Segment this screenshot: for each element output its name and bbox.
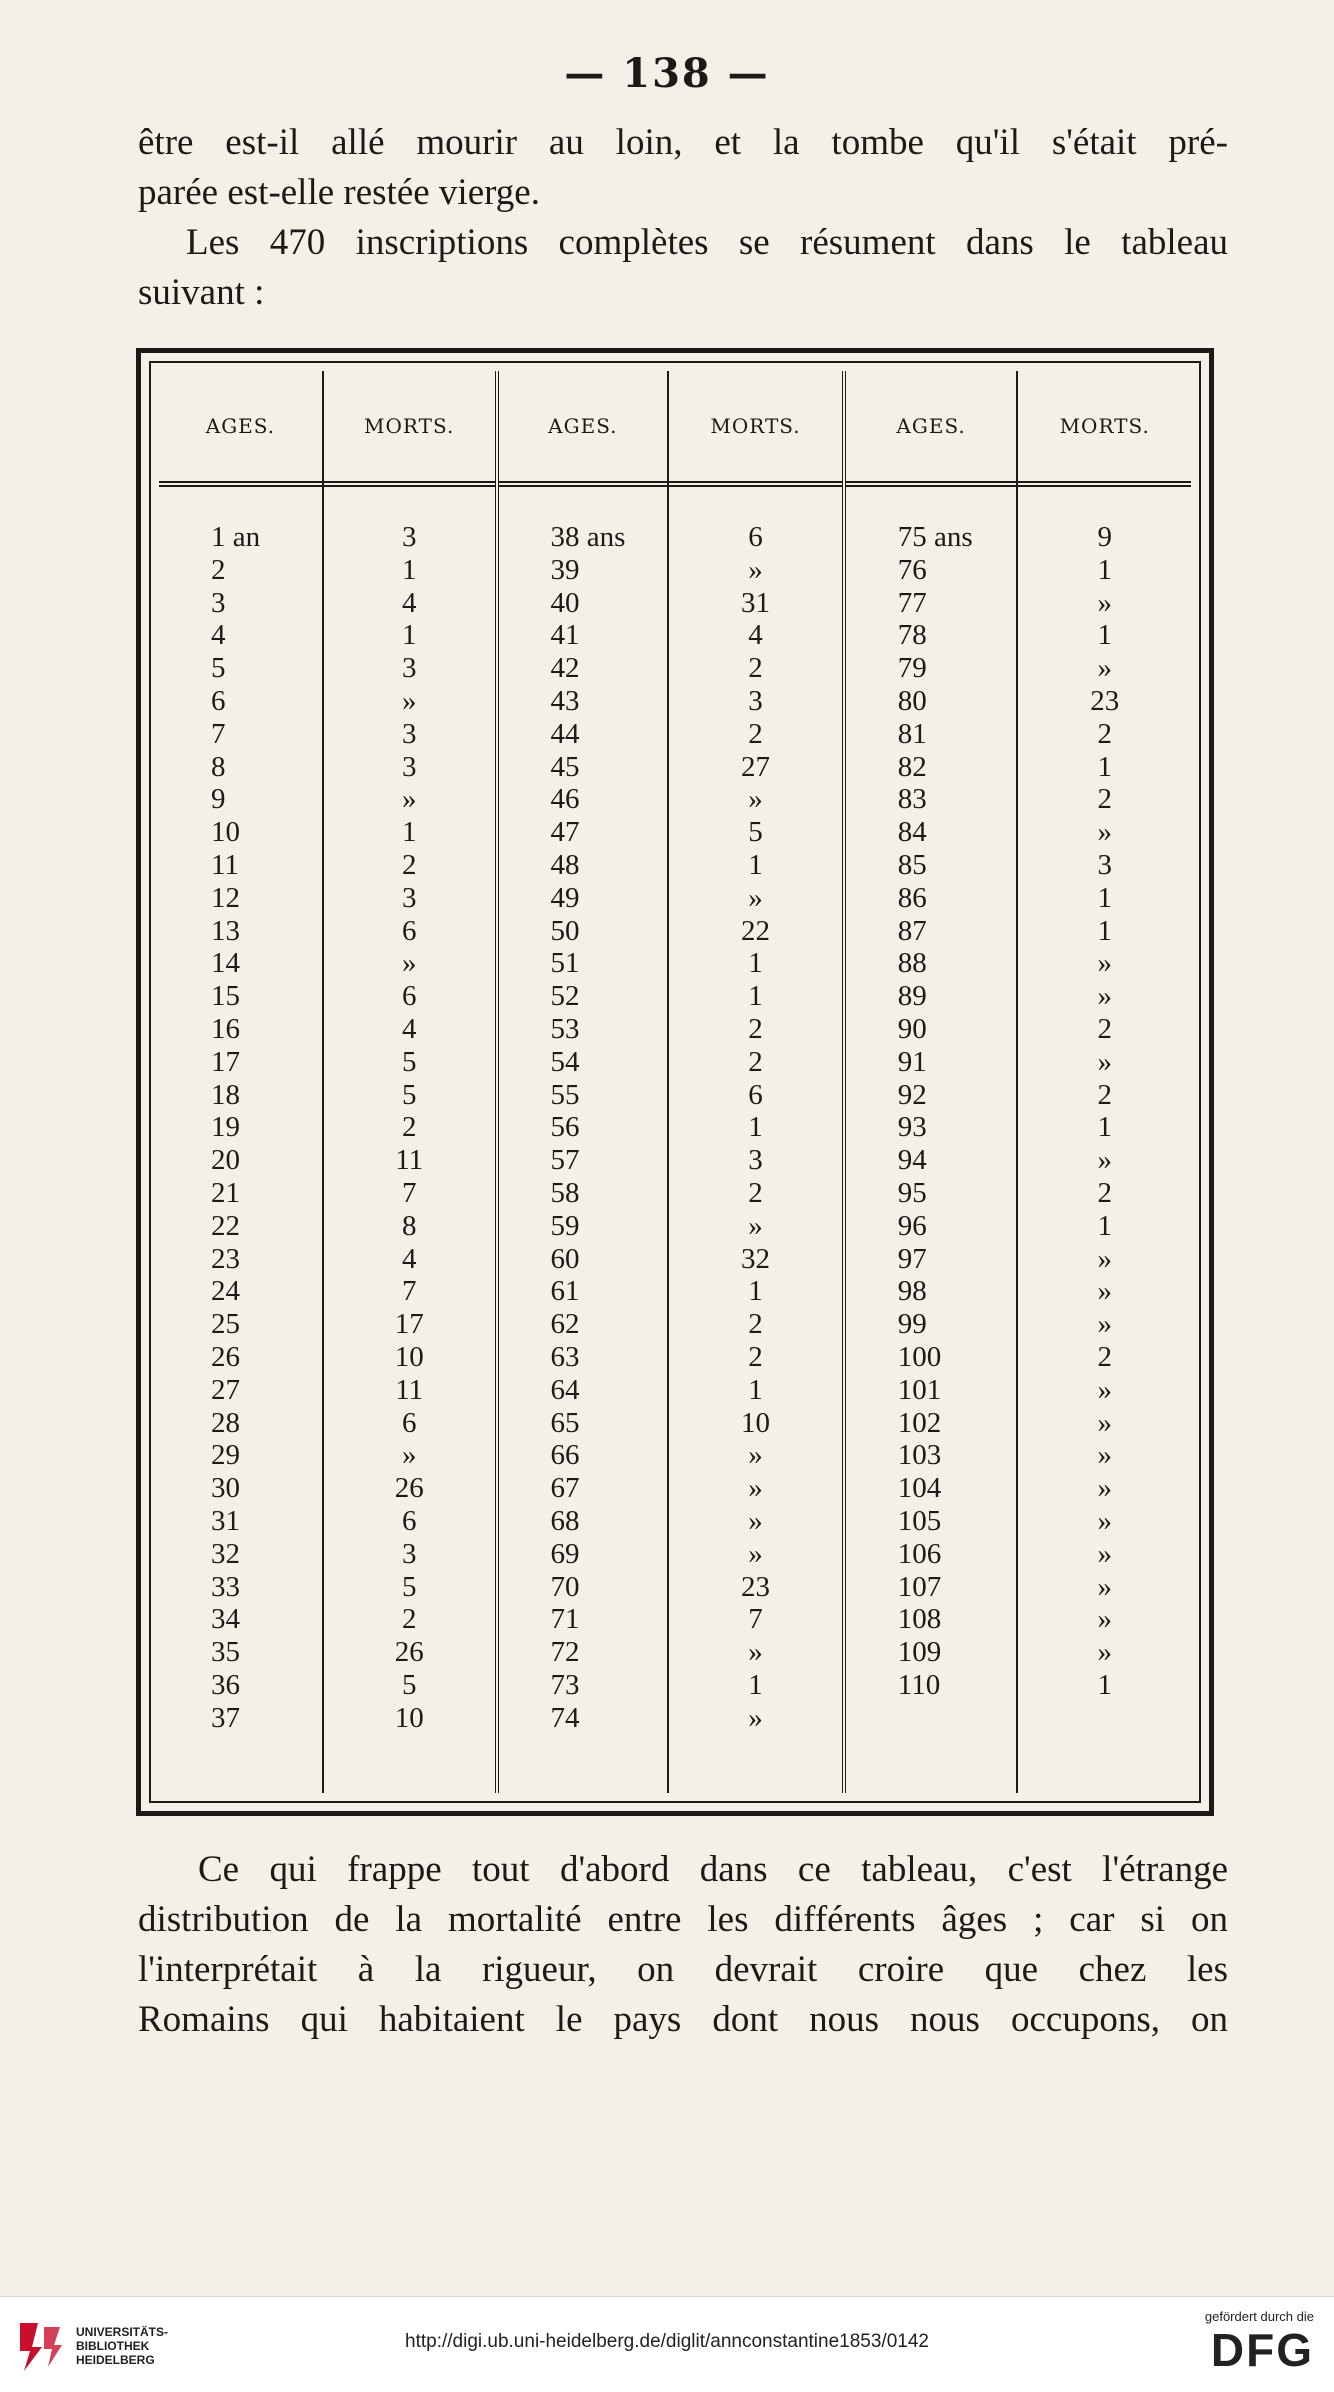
age-cell: 39	[550, 553, 580, 586]
deaths-cell: 4	[401, 1242, 417, 1275]
age-cell: 5	[211, 652, 226, 685]
age-cell: 27	[211, 1373, 240, 1406]
deaths-cell: 5	[401, 1078, 417, 1111]
age-cell: 49	[550, 881, 580, 914]
age-cell: 58	[550, 1176, 580, 1209]
age-cell: 14	[211, 947, 240, 980]
age-cell: 74	[550, 1701, 580, 1734]
deaths-cell: 1	[401, 553, 417, 586]
age-cell: 11	[211, 848, 239, 881]
deaths-cell: 1	[1097, 1668, 1112, 1701]
footer-bar	[0, 2296, 1334, 2392]
deaths-cell: 1	[748, 980, 763, 1013]
deaths-cell: »	[1097, 1242, 1112, 1275]
deaths-cell: 3	[401, 1537, 417, 1570]
ages-column	[159, 371, 322, 1793]
text-line: parée est-elle restée vierge.	[138, 172, 540, 213]
age-cell: 9	[211, 783, 226, 816]
text-line: être est-il allé mourir au loin, et la tombe qu'il s'était pré-	[138, 122, 1228, 163]
deaths-cell: 3	[401, 750, 417, 783]
column-header: AGES.	[846, 371, 1017, 487]
deaths-cell: »	[748, 1537, 763, 1570]
deaths-cell: 1	[748, 947, 763, 980]
age-cell: 68	[550, 1504, 580, 1537]
age-cell: 102	[897, 1406, 942, 1439]
age-cell: 83	[897, 783, 927, 816]
deaths-cell: 17	[394, 1308, 424, 1341]
deaths-cell: 9	[1097, 521, 1112, 553]
deaths-cell: 1	[1097, 1209, 1112, 1242]
deaths-cell: 1	[1097, 619, 1112, 652]
age-cell: 106	[897, 1537, 942, 1570]
age-cell: 70	[550, 1570, 580, 1603]
age-cell: 44	[550, 717, 580, 750]
age-cell: 108	[897, 1603, 942, 1636]
deaths-cell: »	[1097, 816, 1112, 849]
age-cell: 65	[550, 1406, 580, 1439]
age-cell: 7	[211, 717, 226, 750]
deaths-cell: »	[1097, 1308, 1112, 1341]
age-cell: 92	[897, 1078, 927, 1111]
deaths-cell: 11	[395, 1144, 424, 1177]
age-cell: 34	[211, 1603, 240, 1636]
age-cell: 35	[211, 1636, 240, 1669]
age-cell: 91	[897, 1045, 927, 1078]
age-cell: 46	[550, 783, 580, 816]
age-cell: 90	[897, 1012, 927, 1045]
deaths-cell: 2	[748, 1045, 763, 1078]
deaths-cell: 2	[401, 848, 417, 881]
deaths-cell: »	[1097, 1570, 1112, 1603]
deaths-cell: 1	[748, 1111, 763, 1144]
deaths-cell: 4	[401, 1012, 417, 1045]
deaths-cell: 2	[1097, 717, 1112, 750]
deaths-cell: 3	[748, 684, 763, 717]
deaths-cell: 6	[401, 1406, 417, 1439]
deaths-cell: 5	[401, 1668, 417, 1701]
deaths-cell: 7	[748, 1603, 763, 1636]
deaths-cell: 5	[401, 1570, 417, 1603]
column-header: AGES.	[499, 371, 668, 487]
deaths-cell: »	[748, 1472, 763, 1505]
age-cell: 66	[550, 1439, 580, 1472]
age-cell: 61	[550, 1275, 580, 1308]
page-number: — 138 —	[564, 50, 770, 97]
deaths-cell: 1	[748, 1275, 763, 1308]
age-cell: 47	[550, 816, 580, 849]
age-cell: 80	[897, 684, 927, 717]
deaths-cell: 2	[401, 1111, 417, 1144]
age-cell: 84	[897, 816, 927, 849]
deaths-cell: 23	[741, 1570, 770, 1603]
deaths-cell: 2	[1097, 783, 1112, 816]
column-header: MORTS.	[669, 371, 842, 487]
age-cell: 51	[550, 947, 580, 980]
age-cell: 56	[550, 1111, 580, 1144]
deaths-cell: »	[401, 684, 417, 717]
paragraph-top	[138, 118, 1228, 318]
age-cell: 8	[211, 750, 226, 783]
deaths-cell: 1	[1097, 881, 1112, 914]
deaths-cell: 31	[741, 586, 770, 619]
deaths-cell: »	[1097, 1472, 1112, 1505]
age-cell: 79	[897, 652, 927, 685]
age-cell: 60	[550, 1242, 580, 1275]
age-cell: 22	[211, 1209, 240, 1242]
deaths-cell: »	[748, 1504, 763, 1537]
deaths-cell: 7	[401, 1176, 417, 1209]
age-cell: 87	[897, 914, 927, 947]
age-cell: 59	[550, 1209, 580, 1242]
age-cell: 75 ans	[897, 521, 973, 553]
deaths-cell: 10	[394, 1340, 424, 1373]
deaths-cell: 6	[401, 980, 417, 1013]
age-cell: 12	[211, 881, 240, 914]
table-body	[159, 371, 1191, 1793]
deaths-cell: »	[1097, 1406, 1112, 1439]
age-cell: 42	[550, 652, 580, 685]
text-line: distribution de la mortalité entre les différents âges ; car si on	[138, 1899, 1228, 1940]
age-cell: 19	[211, 1111, 240, 1144]
deaths-cell: 2	[1097, 1078, 1112, 1111]
age-cell: 28	[211, 1406, 240, 1439]
deaths-cell: »	[1097, 980, 1112, 1013]
age-cell: 103	[897, 1439, 942, 1472]
deaths-cell: »	[1097, 1275, 1112, 1308]
age-cell: 71	[550, 1603, 580, 1636]
age-cell: 107	[897, 1570, 942, 1603]
age-cell: 29	[211, 1439, 240, 1472]
deaths-cell: »	[748, 881, 763, 914]
age-cell: 64	[550, 1373, 580, 1406]
text-line: Les 470 inscriptions complètes se résument dans le tableau	[186, 222, 1228, 263]
age-cell: 23	[211, 1242, 240, 1275]
deaths-cell: »	[401, 783, 417, 816]
deaths-cell: 5	[748, 816, 763, 849]
deaths-cell: »	[401, 1439, 417, 1472]
deaths-cell: 2	[401, 1603, 417, 1636]
age-cell: 69	[550, 1537, 580, 1570]
deaths-cell: 6	[401, 914, 417, 947]
deaths-cell: 2	[1097, 1176, 1112, 1209]
age-cell: 55	[550, 1078, 580, 1111]
deaths-cell: 8	[401, 1209, 417, 1242]
deaths-cell: »	[748, 1701, 763, 1734]
deaths-cell: 6	[401, 1504, 417, 1537]
deaths-cell: »	[1097, 1504, 1112, 1537]
deaths-cell: 2	[1097, 1340, 1112, 1373]
age-cell: 10	[211, 816, 240, 849]
morts-column	[1016, 371, 1191, 1793]
age-cell: 88	[897, 947, 927, 980]
deaths-cell: »	[1097, 586, 1112, 619]
age-cell: 89	[897, 980, 927, 1013]
text-line: Ce qui frappe tout d'abord dans ce tableau, c'est l'étrange	[198, 1849, 1228, 1890]
paragraph-bottom	[138, 1845, 1228, 2045]
deaths-cell: 3	[401, 521, 417, 553]
deaths-cell: »	[1097, 947, 1112, 980]
deaths-cell: 1	[1097, 914, 1112, 947]
deaths-cell: 2	[748, 717, 763, 750]
deaths-cell: 1	[401, 816, 417, 849]
age-cell: 72	[550, 1636, 580, 1669]
deaths-cell: 1	[1097, 750, 1112, 783]
age-cell: 33	[211, 1570, 240, 1603]
age-cell: 100	[897, 1340, 942, 1373]
age-cell: 48	[550, 848, 580, 881]
age-cell: 85	[897, 848, 927, 881]
deaths-cell: »	[748, 783, 763, 816]
deaths-cell: 1	[401, 619, 417, 652]
age-cell: 40	[550, 586, 580, 619]
age-cell: 52	[550, 980, 580, 1013]
age-cell: 43	[550, 684, 580, 717]
text-line: suivant :	[138, 272, 265, 313]
age-cell: 30	[211, 1472, 240, 1505]
age-cell: 1 an	[211, 521, 261, 553]
deaths-cell: »	[1097, 1636, 1112, 1669]
deaths-cell: 3	[401, 652, 417, 685]
mortality-table	[136, 348, 1214, 1816]
age-cell: 41	[550, 619, 580, 652]
deaths-cell: »	[1097, 1537, 1112, 1570]
age-cell: 25	[211, 1308, 240, 1341]
deaths-cell: 23	[1090, 684, 1120, 717]
age-cell: 63	[550, 1340, 580, 1373]
deaths-cell: 26	[394, 1636, 424, 1669]
age-cell: 4	[211, 619, 226, 652]
column-header: AGES.	[159, 371, 322, 487]
deaths-cell: 6	[748, 521, 763, 553]
age-cell: 36	[211, 1668, 240, 1701]
deaths-cell: 2	[748, 1176, 763, 1209]
age-cell: 81	[897, 717, 927, 750]
deaths-cell: 2	[1097, 1012, 1112, 1045]
deaths-cell: 32	[741, 1242, 770, 1275]
age-cell: 38 ans	[550, 521, 626, 553]
column-header: MORTS.	[324, 371, 495, 487]
age-cell: 78	[897, 619, 927, 652]
age-cell: 73	[550, 1668, 580, 1701]
age-cell: 86	[897, 881, 927, 914]
deaths-cell: »	[1097, 652, 1112, 685]
age-cell: 17	[211, 1045, 240, 1078]
age-cell: 104	[897, 1472, 942, 1505]
morts-column	[667, 371, 842, 1793]
deaths-cell: 10	[741, 1406, 770, 1439]
deaths-cell: 11	[395, 1373, 424, 1406]
deaths-cell: »	[401, 947, 417, 980]
deaths-cell: 4	[401, 586, 417, 619]
deaths-cell: »	[748, 1636, 763, 1669]
age-cell: 24	[211, 1275, 240, 1308]
age-cell: 82	[897, 750, 927, 783]
deaths-cell: »	[1097, 1439, 1112, 1472]
deaths-cell: 26	[394, 1472, 424, 1505]
age-cell: 50	[550, 914, 580, 947]
age-cell: 77	[897, 586, 927, 619]
age-cell: 16	[211, 1012, 240, 1045]
deaths-cell: 4	[748, 619, 763, 652]
text-line: Romains qui habitaient le pays dont nous nous occupons, on	[138, 1999, 1228, 2040]
deaths-cell: 3	[401, 717, 417, 750]
age-cell: 45	[550, 750, 580, 783]
age-cell: 99	[897, 1308, 927, 1341]
age-cell: 95	[897, 1176, 927, 1209]
age-cell: 13	[211, 914, 240, 947]
deaths-cell: 1	[748, 848, 763, 881]
age-cell: 101	[897, 1373, 942, 1406]
age-cell: 93	[897, 1111, 927, 1144]
deaths-cell: 3	[748, 1144, 763, 1177]
age-cell: 2	[211, 553, 226, 586]
age-cell: 109	[897, 1636, 942, 1669]
age-cell: 15	[211, 980, 240, 1013]
deaths-cell: 22	[741, 914, 770, 947]
age-cell: 6	[211, 684, 226, 717]
library-name: UNIVERSITÄTS- BIBLIOTHEK HEIDELBERG	[76, 2325, 169, 2367]
deaths-cell: 1	[748, 1668, 763, 1701]
age-cell: 37	[211, 1701, 240, 1734]
deaths-cell: »	[748, 1439, 763, 1472]
morts-column	[322, 371, 495, 1793]
deaths-cell: »	[1097, 1144, 1112, 1177]
ages-column	[495, 371, 668, 1793]
deaths-cell: 10	[394, 1701, 424, 1734]
deaths-cell: »	[1097, 1603, 1112, 1636]
age-cell: 62	[550, 1308, 580, 1341]
text-line: l'interprétait à la rigueur, on devrait croire que chez les	[138, 1949, 1228, 1990]
age-cell: 18	[211, 1078, 240, 1111]
age-cell: 94	[897, 1144, 927, 1177]
deaths-cell: 1	[1097, 553, 1112, 586]
age-cell: 105	[897, 1504, 942, 1537]
deaths-cell: 2	[748, 1308, 763, 1341]
deaths-cell: 1	[1097, 1111, 1112, 1144]
age-cell: 57	[550, 1144, 580, 1177]
age-cell: 53	[550, 1012, 580, 1045]
age-cell: 54	[550, 1045, 580, 1078]
age-cell: 96	[897, 1209, 927, 1242]
age-cell: 3	[211, 586, 226, 619]
deaths-cell: 3	[401, 881, 417, 914]
age-cell: 76	[897, 553, 927, 586]
deaths-cell: »	[1097, 1045, 1112, 1078]
deaths-cell: 1	[748, 1373, 763, 1406]
source-url-link[interactable]: http://digi.ub.uni-heidelberg.de/diglit/annconstantine1853/0142	[405, 2331, 929, 2352]
deaths-cell: »	[748, 553, 763, 586]
age-cell: 20	[211, 1144, 240, 1177]
deaths-cell: 6	[748, 1078, 763, 1111]
age-cell: 97	[897, 1242, 927, 1275]
deaths-cell: 2	[748, 652, 763, 685]
age-cell: 26	[211, 1340, 240, 1373]
age-cell: 67	[550, 1472, 580, 1505]
deaths-cell: 3	[1097, 848, 1112, 881]
deaths-cell: »	[1097, 1373, 1112, 1406]
age-cell: 31	[211, 1504, 240, 1537]
deaths-cell: 27	[741, 750, 770, 783]
age-cell: 32	[211, 1537, 240, 1570]
age-cell: 98	[897, 1275, 927, 1308]
dfg-logo: DFG	[1210, 2324, 1314, 2376]
age-cell: 21	[211, 1176, 240, 1209]
deaths-cell: 5	[401, 1045, 417, 1078]
deaths-cell: »	[748, 1209, 763, 1242]
column-header: MORTS.	[1018, 371, 1191, 487]
sponsor-text: gefördert durch die	[1204, 2309, 1314, 2324]
ages-column	[842, 371, 1017, 1793]
sponsor	[1205, 2309, 1314, 2376]
deaths-cell: 7	[401, 1275, 417, 1308]
deaths-cell: 2	[748, 1012, 763, 1045]
age-cell: 110	[897, 1668, 941, 1701]
deaths-cell: 2	[748, 1340, 763, 1373]
